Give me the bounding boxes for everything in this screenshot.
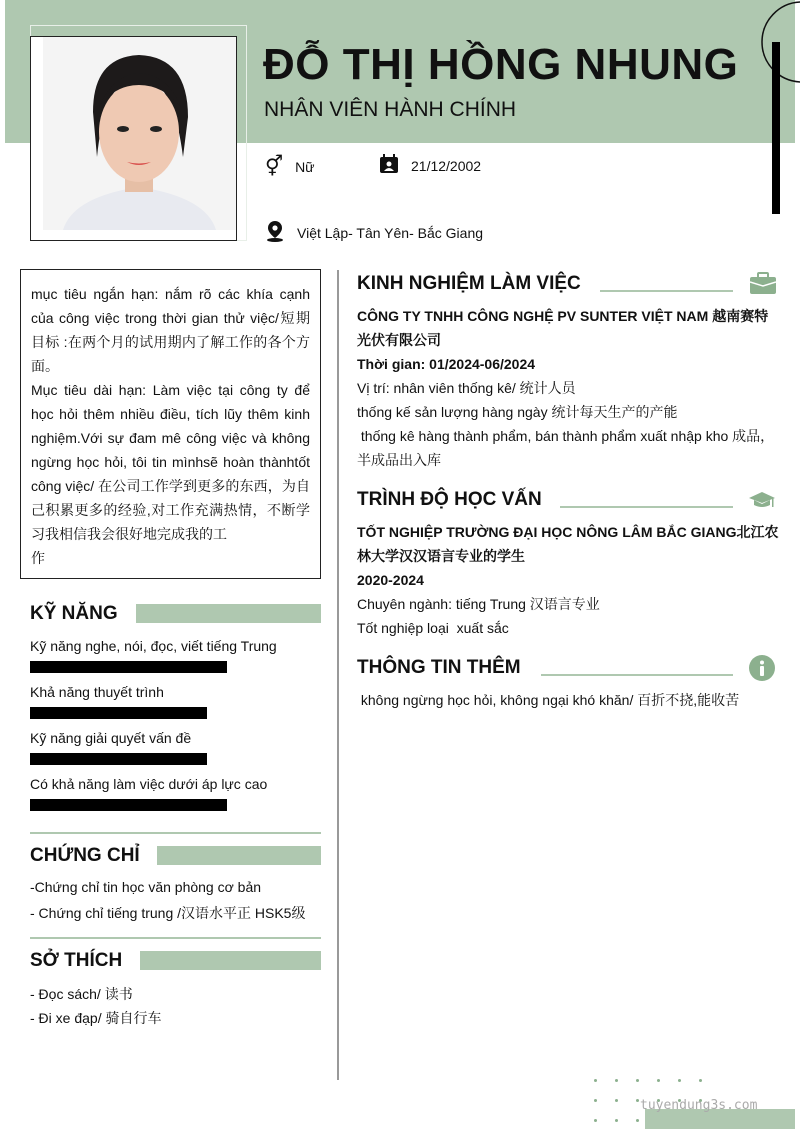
- column-divider: [337, 270, 339, 1080]
- gender-icon: ⚥: [265, 156, 284, 178]
- location-pin-icon: [265, 220, 285, 245]
- decorative-dot: [594, 1119, 597, 1122]
- skill-level-bar: [30, 799, 227, 811]
- certificates-heading-bar: [157, 846, 321, 865]
- certificate-item: - Chứng chỉ tiếng trung /汉语水平正 HSK5级: [30, 905, 306, 921]
- job-title: NHÂN VIÊN HÀNH CHÍNH: [264, 98, 517, 121]
- skill-label: Có khả năng làm việc dưới áp lực cao: [30, 776, 268, 792]
- decorative-dot: [594, 1079, 597, 1082]
- watermark: tuyendung3s.com: [640, 1098, 758, 1113]
- additional-info-text: không ngừng học hỏi, không ngại khó khăn/ 百折不挠,能收苦: [357, 692, 740, 708]
- skill-label: Kỹ năng giải quyết vấn đề: [30, 730, 192, 746]
- decorative-dot: [699, 1079, 702, 1082]
- skill-level-bar: [30, 753, 207, 765]
- decorative-circle: [760, 0, 800, 86]
- briefcase-icon: [750, 272, 776, 299]
- gender-value: Nữ: [295, 158, 315, 175]
- skill-label: Kỹ năng nghe, nói, đọc, viết tiếng Trung: [30, 638, 277, 654]
- decorative-dot: [657, 1079, 660, 1082]
- certificate-item: -Chứng chỉ tin học văn phòng cơ bản: [30, 879, 262, 895]
- decorative-dot: [636, 1099, 639, 1102]
- certificates-heading: CHỨNG CHỈ: [30, 845, 140, 866]
- address-value: Việt Lập- Tân Yên- Bắc Giang: [297, 224, 484, 241]
- section-divider: [30, 832, 321, 834]
- heading-line: [600, 290, 733, 292]
- decorative-dot: [636, 1119, 639, 1122]
- candidate-name: ĐỖ THỊ HỒNG NHUNG: [263, 40, 739, 89]
- skill-level-bar: [30, 707, 207, 719]
- hobby-item: - Đi xe đạp/ 骑自行车: [30, 1010, 162, 1026]
- long-term-goal: Mục tiêu dài hạn: Làm việc tại công ty để học hỏi thêm nhiều điều, tích lũy thêm kinh nghiệm.Với sự đam mê công việc và không ngừng học hỏi, tôi tin mìnhsẽ hoàn thànhtốt công việc/ 在公司工作学到更多的东西，为自己积累更多的经验,对工作充满热情，不断学习我相信我会很好地完成我的工: [31, 382, 310, 542]
- major: Chuyên ngành: tiếng Trung 汉语言专业: [357, 596, 600, 612]
- decorative-dot: [594, 1099, 597, 1102]
- decorative-dot: [615, 1099, 618, 1102]
- profile-photo: [43, 37, 236, 230]
- company-name: CÔNG TY TNHH CÔNG NGHỆ PV SUNTER VIỆT NAM 越南赛特光伏有限公司: [357, 308, 769, 348]
- work-duty: thống kê hàng thành phẩm, bán thành phẩm xuất nhập kho 成品，半成品出入库: [357, 428, 775, 468]
- decorative-dot: [678, 1079, 681, 1082]
- decorative-dot: [615, 1119, 618, 1122]
- hobby-item: - Đọc sách/ 读书: [30, 986, 133, 1002]
- heading-line: [560, 506, 733, 508]
- career-objective: [20, 269, 321, 579]
- experience-heading: KINH NGHIỆM LÀM VIỆC: [357, 273, 581, 294]
- decorative-dot: [636, 1079, 639, 1082]
- decorative-bar: [772, 42, 780, 214]
- objective-tail: 作: [31, 550, 45, 566]
- short-term-goal: mục tiêu ngắn hạn: nắm rõ các khía cạnh của công việc trong thời gian thử việc/短期目标 :在两个月的试用期内了解工作的各个方面。: [31, 286, 310, 374]
- work-duty: thống kế sản lượng hàng ngày 统计每天生产的产能: [357, 404, 678, 420]
- section-divider: [30, 937, 321, 939]
- graduation-cap-icon: [749, 490, 775, 515]
- skills-heading: KỸ NĂNG: [30, 603, 118, 624]
- gender-info: [265, 154, 315, 179]
- work-period: Thời gian: 01/2024-06/2024: [357, 356, 536, 372]
- decorative-dot: [615, 1079, 618, 1082]
- work-position: Vị trí: nhân viên thống kê/ 统计人员: [357, 380, 576, 396]
- study-period: 2020-2024: [357, 572, 424, 588]
- birthdate-value: 21/12/2002: [411, 157, 482, 174]
- calendar-icon: [379, 154, 399, 177]
- education-heading: TRÌNH ĐỘ HỌC VẤN: [357, 489, 542, 510]
- graduation-grade: Tốt nghiệp loại xuất sắc: [357, 620, 509, 636]
- hobbies-heading: SỞ THÍCH: [30, 950, 123, 971]
- birthdate-info: [379, 154, 481, 177]
- info-icon: [749, 655, 775, 686]
- address-info: [265, 220, 483, 245]
- school-name: TỐT NGHIỆP TRƯỜNG ĐẠI HỌC NÔNG LÂM BẮC GIANG北江农林大学汉汉语言专业的学生: [357, 524, 779, 564]
- additional-info-heading: THÔNG TIN THÊM: [357, 657, 521, 678]
- skill-level-bar: [30, 661, 227, 673]
- skill-label: Khả năng thuyết trình: [30, 684, 164, 700]
- hobbies-heading-bar: [140, 951, 321, 970]
- heading-line: [541, 674, 733, 676]
- skills-heading-bar: [136, 604, 321, 623]
